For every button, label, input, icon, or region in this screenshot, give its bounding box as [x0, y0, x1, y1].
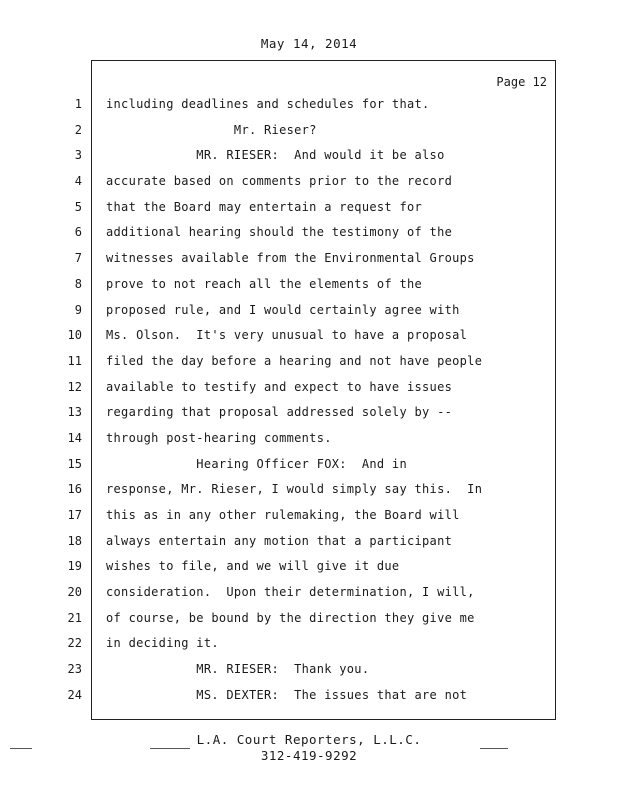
transcript-line: wishes to file, and we will give it due	[106, 559, 400, 574]
line-number: 10	[67, 328, 82, 343]
line-number: 4	[74, 174, 82, 189]
line-number: 18	[67, 533, 82, 548]
transcript-line: prove to not reach all the elements of the	[106, 276, 423, 291]
line-number: 11	[67, 353, 82, 368]
line-number: 24	[67, 687, 82, 702]
transcript-line: Hearing Officer FOX: And in	[106, 456, 407, 471]
transcript-line: consideration. Upon their determination, I will,	[106, 585, 475, 600]
line-number: 2	[74, 122, 82, 137]
transcript-line: witnesses available from the Environmental Groups	[106, 251, 475, 266]
transcript-body	[106, 92, 546, 709]
line-number: 1	[74, 97, 82, 111]
transcript-line: this as in any other rulemaking, the Board will	[106, 508, 460, 522]
transcript-line: accurate based on comments prior to the record	[106, 174, 453, 189]
footer-company: L.A. Court Reporters, L.L.C.	[196, 732, 422, 747]
line-number: 14	[67, 430, 82, 445]
transcript-line: response, Mr. Rieser, I would simply say this. In	[106, 482, 483, 497]
transcript-line: MR. RIESER: And would it be also	[106, 148, 445, 163]
line-number: 3	[74, 148, 82, 163]
line-number: 20	[67, 585, 82, 600]
transcript-line: in deciding it.	[106, 636, 219, 651]
line-number: 13	[67, 405, 82, 420]
line-number: 12	[67, 379, 82, 394]
header-date: May 14, 2014	[260, 36, 358, 51]
transcript-line: MS. DEXTER: The issues that are not	[106, 687, 468, 702]
transcript-line: filed the day before a hearing and not have people	[106, 353, 483, 368]
line-number: 8	[74, 276, 82, 291]
footer-phone: 312-419-9292	[260, 748, 358, 763]
transcript-line: always entertain any motion that a participant	[106, 533, 453, 548]
line-number: 22	[67, 636, 82, 651]
line-number: 17	[67, 508, 82, 522]
transcript-line: available to testify and expect to have issues	[106, 379, 453, 394]
transcript-line: of course, be bound by the direction they give me	[106, 610, 475, 625]
line-number: 23	[67, 662, 82, 677]
transcript-line: including deadlines and schedules for that.	[106, 97, 430, 111]
line-number: 15	[67, 456, 82, 471]
transcript-line: Ms. Olson. It's very unusual to have a proposal	[106, 328, 468, 343]
line-number: 7	[74, 251, 82, 266]
transcript-line: that the Board may entertain a request for	[106, 199, 423, 214]
line-number: 5	[74, 199, 82, 214]
line-number: 19	[67, 559, 82, 574]
transcript-line: MR. RIESER: Thank you.	[106, 662, 370, 677]
line-number: 6	[74, 225, 82, 240]
transcript-line: Mr. Rieser?	[106, 122, 317, 137]
line-number-column	[60, 92, 82, 709]
transcript-line: additional hearing should the testimony of the	[106, 225, 453, 240]
transcript-line: proposed rule, and I would certainly agree with	[106, 302, 460, 317]
line-number: 16	[67, 482, 82, 497]
line-number: 21	[67, 610, 82, 625]
transcript-line: regarding that proposal addressed solely by --	[106, 405, 453, 420]
transcript-line: through post-hearing comments.	[106, 430, 332, 445]
line-number: 9	[74, 302, 82, 317]
page-number: Page 12	[496, 75, 547, 89]
